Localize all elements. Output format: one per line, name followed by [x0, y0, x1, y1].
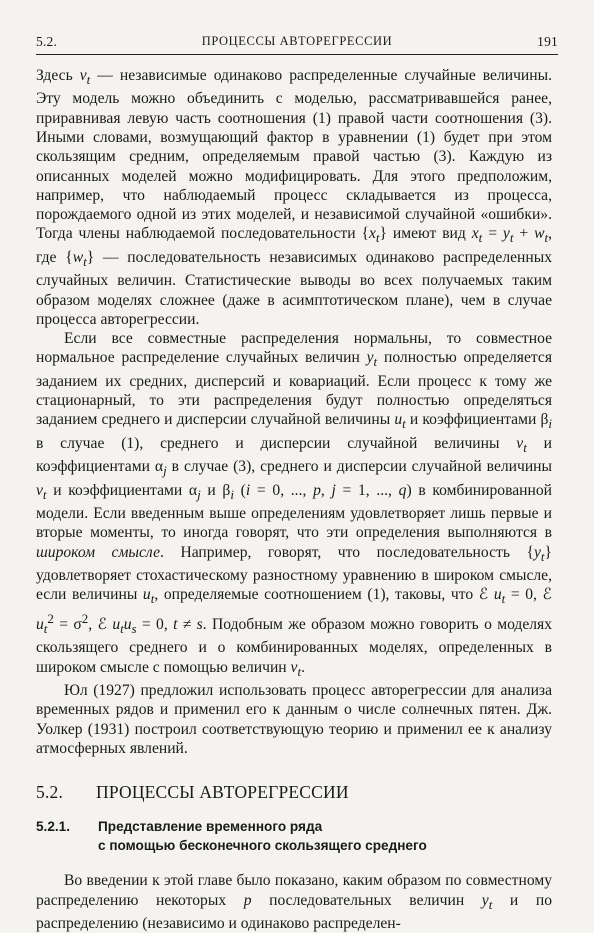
paragraph-3: Юл (1927) предложил использовать процесс авторегрессии для анализа временных рядов и применил его к данным о числе солнечных пятен. Дж. Уолкер (1931) построил соответствующую теорию и применил ее к анализу атмосферных явлений.	[36, 682, 552, 757]
paragraph-2: Если все совместные распределения нормальны, то совместное нормальное распределение случайных величин $y_t$ полностью определяется заданием их средних, дисперсий и ковариаций. Если процесс к тому же стационарный, то эти распределения будут полностью определяться заданием среднего и дисперсии случайной величины $u_t$ и коэффициентами $\beta_i$ в случае (1), среднего и дисперсии случайной величины $v_t$ и коэффициентами $\alpha_j$ в случае (3), среднего и дисперсии случайной величины $v_t$ и коэффициентами $\alpha_j$ и $\beta_i$ (i = 0, ..., p, j = 1, ..., q) в комбинированной модели. Если введенным выше определениям удовлетворяет лишь первые и вторые моменты, то иногда говорят, что эти определения выполняются в широком смысле. Например, говорят, что последовательность $\{y_t\}$ удовлетворяет стохастическому разностному уравнению в широком смысле, если величины $u_t$, определяемые соотношением (1), таковы, что ℰ $u_t = 0$, ℰ $u_t^2 = \sigma^2$, ℰ $u_tu_s = 0$, t ≠ s. Подобным же образом можно говорить о моделях скользящего среднего и о комбинированных моделях, определенных в широком смысле с помощью величин $v_t$.	[36, 330, 553, 679]
section-heading	[36, 781, 552, 803]
paragraph-4: Во введении к этой главе было показано, каким образом по совместному распределению некоторых p последовательных величин $y_t$ и по распределению (независимо и одинаково распределен-	[36, 872, 552, 932]
subsection-heading	[36, 817, 552, 855]
section-heading-title: ПРОЦЕССЫ АВТОРЕГРЕССИИ	[96, 782, 349, 803]
paragraph-1: Здесь $v_t$ — независимые одинаково распределенные случайные величины. Эту модель можно объединить с моделью, рассматривавшейся ранее, приравнивая левую часть соотношения (1) правой части соотношения (3). Иными словами, возмущающий фактор в уравнении (1) будет при этом скользящим средним, определяемым правой частью (3). Каждую из описанных моделей можно модифицировать. Для этого предположим, например, что наблюдаемый процесс складывается из процесса, порождаемого одной из этих моделей, и независимой случайной «ошибки». Тогда члены наблюдаемой последовательности $\{x_t\}$ имеют вид $x_t = y_t + w_t$, где $\{w_t\}$ — последовательность независимых одинаково распределенных случайных величин. Статистические выводы во всех получаемых таким образом моделях сложнее (даже в асимптотическом плане), чем в случае процесса авторегрессии.	[36, 67, 553, 328]
subsection-heading-title-line1: Представление временного ряда	[98, 819, 323, 835]
header-chapter-title: ПРОЦЕССЫ АВТОРЕГРЕССИИ	[201, 34, 393, 48]
section-heading-number: 5.2.	[36, 782, 64, 803]
page-number: 191	[537, 34, 558, 49]
subsection-heading-number: 5.2.1.	[36, 819, 71, 835]
page-body	[36, 66, 552, 933]
running-header	[36, 34, 558, 55]
subsection-heading-title-line2: с помощью бесконечного скользящего среднего	[98, 838, 427, 854]
header-section-number: 5.2.	[36, 34, 58, 49]
